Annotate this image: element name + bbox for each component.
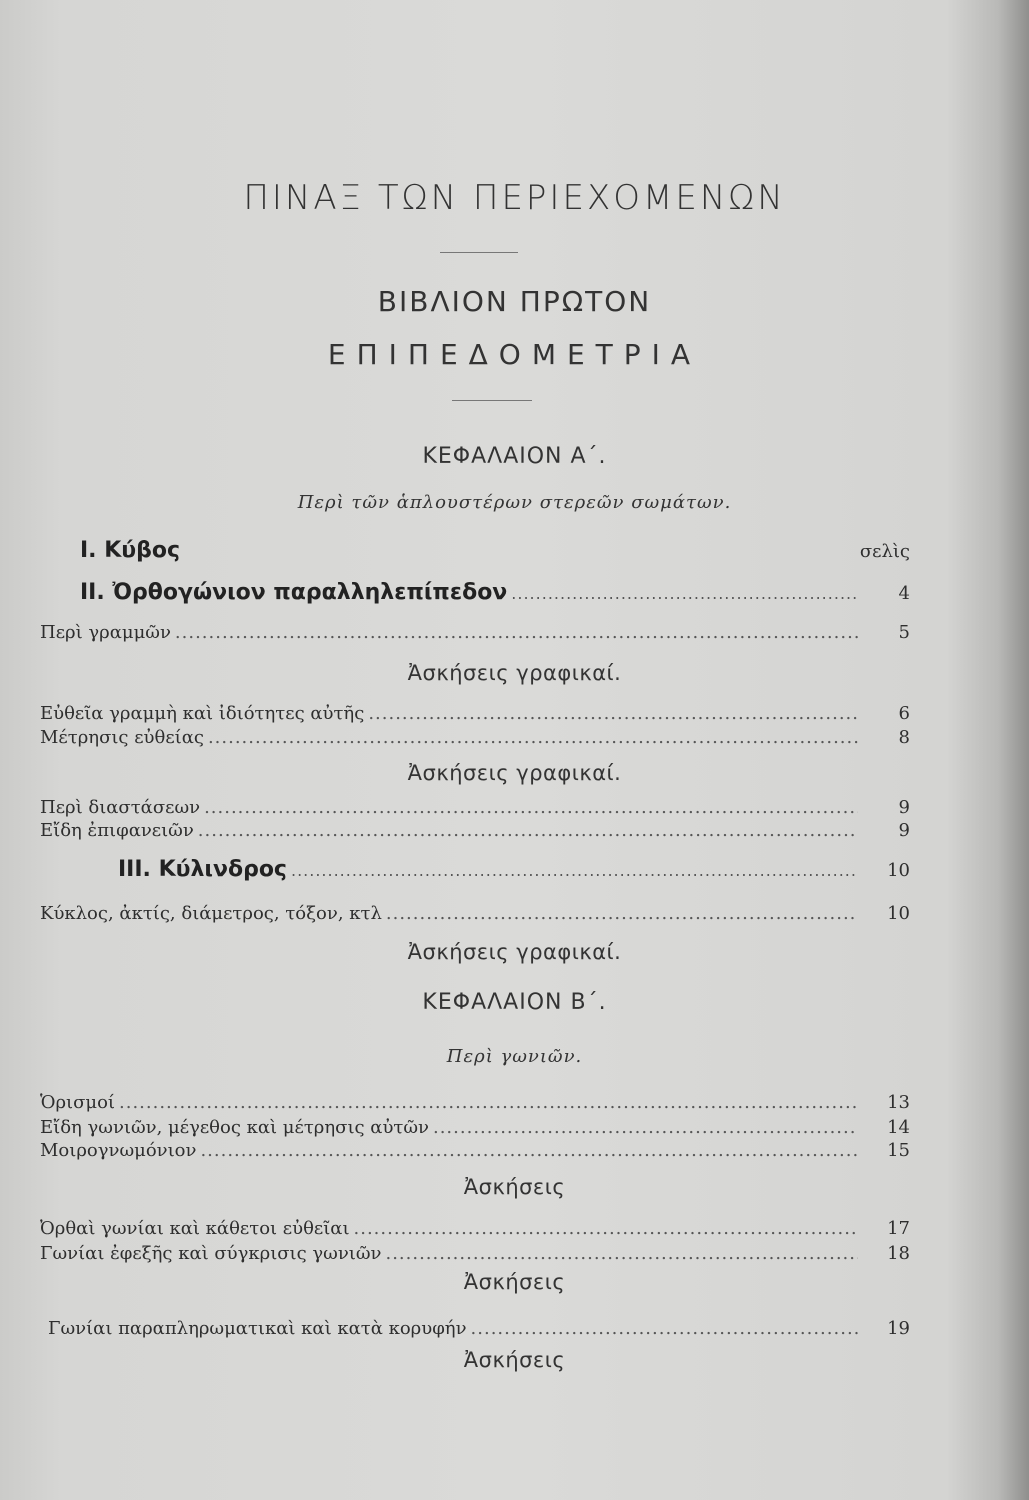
leader-dots xyxy=(368,703,858,724)
toc-entry-label: Περὶ διαστάσεων xyxy=(40,797,201,818)
subject-heading: ΕΠΙΠΕΔΟΜΕΤΡΙΑ xyxy=(327,338,702,371)
toc-entry xyxy=(40,622,910,648)
toc-entry xyxy=(40,1218,910,1244)
leader-dots xyxy=(291,861,858,880)
toc-entry-label: Περὶ γραμμῶν xyxy=(40,622,171,643)
toc-section-label: II. Ὀρθογώνιον παραλληλεπίπεδον xyxy=(80,580,508,605)
toc-section-label: I. Κύβος xyxy=(80,538,181,563)
toc-entry-label: Γωνίαι ἐφεξῆς καὶ σύγκρισις γωνιῶν xyxy=(40,1243,382,1264)
chapter-a-heading: ΚΕΦΑΛΑΙΟΝ Α΄. xyxy=(422,444,607,469)
toc-section-label: III. Κύλινδρος xyxy=(118,857,287,882)
page-number: 10 xyxy=(887,860,910,881)
leader-dots xyxy=(385,1243,858,1264)
chapter-b-heading: ΚΕΦΑΛΑΙΟΝ Β΄. xyxy=(422,990,607,1015)
toc-entry xyxy=(40,703,910,729)
leader-dots xyxy=(511,584,858,603)
leader-dots xyxy=(386,903,858,924)
exercises-heading: Ἀσκήσεις xyxy=(463,1348,566,1372)
page-column-label: σελὶς xyxy=(859,541,910,562)
leader-dots xyxy=(208,727,858,748)
leader-dots xyxy=(433,1117,858,1138)
page-number: 10 xyxy=(887,903,910,924)
exercises-heading: Ἀσκήσεις xyxy=(463,1175,566,1199)
leader-dots xyxy=(204,797,858,818)
toc-section-kylindros xyxy=(118,857,910,891)
chapter-b-subtitle: Περὶ γωνιῶν. xyxy=(446,1046,583,1067)
toc-entry xyxy=(40,1243,910,1269)
toc-entry-label: Εἴδη ἐπιφανειῶν xyxy=(40,820,194,841)
exercises-heading: Ἀσκήσεις xyxy=(463,1270,566,1294)
toc-entry xyxy=(48,1318,910,1344)
toc-entry-label: Μοιρογνωμόνιον xyxy=(40,1140,197,1161)
page-title: ΠΙΝΑΞ ΤΩΝ ΠΕΡΙΕΧΟΜΕΝΩΝ xyxy=(243,178,786,218)
toc-entry-label: Γωνίαι παραπληρωματικαὶ καὶ κατὰ κορυφήν xyxy=(48,1318,467,1339)
leader-dots xyxy=(119,1092,858,1113)
toc-entry-label: Κύκλος, ἀκτίς, διάμετρος, τόξον, κτλ xyxy=(40,903,382,924)
page-number: 17 xyxy=(887,1218,910,1239)
leader-dots xyxy=(175,622,858,643)
page-number: 9 xyxy=(898,820,910,841)
leader-dots xyxy=(471,1318,858,1339)
toc-entry xyxy=(40,727,910,753)
page-number: 14 xyxy=(887,1117,910,1138)
page-number: 13 xyxy=(887,1092,910,1113)
page-number: 6 xyxy=(898,703,910,724)
toc-entry-label: Μέτρησις εὐθείας xyxy=(40,727,204,748)
page-number: 8 xyxy=(898,727,910,748)
toc-entry-label: Εἴδη γωνιῶν, μέγεθος καὶ μέτρησις αὐτῶν xyxy=(40,1117,429,1138)
chapter-a-subtitle: Περὶ τῶν ἁπλουστέρων στερεῶν σωμάτων. xyxy=(297,492,732,513)
leader-dots xyxy=(200,1140,858,1161)
leader-dots xyxy=(198,820,858,841)
page-number: 9 xyxy=(898,797,910,818)
subject-divider xyxy=(452,400,532,401)
book-heading: ΒΙΒΛΙΟΝ ΠΡΩΤΟΝ xyxy=(377,285,652,318)
exercises-heading: Ἀσκήσεις γραφικαί. xyxy=(407,761,622,785)
leader-dots xyxy=(354,1218,858,1239)
page-number: 5 xyxy=(898,622,910,643)
page-number: 4 xyxy=(898,583,910,604)
toc-entry-label: Ὁρισμοί xyxy=(40,1092,115,1113)
toc-entry xyxy=(40,820,910,846)
toc-entry xyxy=(40,1140,910,1166)
toc-section-orthogonion xyxy=(80,580,910,614)
page-number: 15 xyxy=(887,1140,910,1161)
exercises-heading: Ἀσκήσεις γραφικαί. xyxy=(407,940,622,964)
page-number: 19 xyxy=(887,1318,910,1339)
toc-entry xyxy=(40,903,910,929)
page-number: 18 xyxy=(887,1243,910,1264)
title-divider xyxy=(440,252,518,253)
toc-entry-label: Εὐθεῖα γραμμὴ καὶ ἰδιότητες αὐτῆς xyxy=(40,703,365,724)
toc-entry xyxy=(40,1092,910,1118)
exercises-heading: Ἀσκήσεις γραφικαί. xyxy=(407,661,622,685)
toc-entry-label: Ὀρθαὶ γωνίαι καὶ κάθετοι εὐθεῖαι xyxy=(40,1218,350,1239)
toc-section-kyvos xyxy=(80,538,910,572)
